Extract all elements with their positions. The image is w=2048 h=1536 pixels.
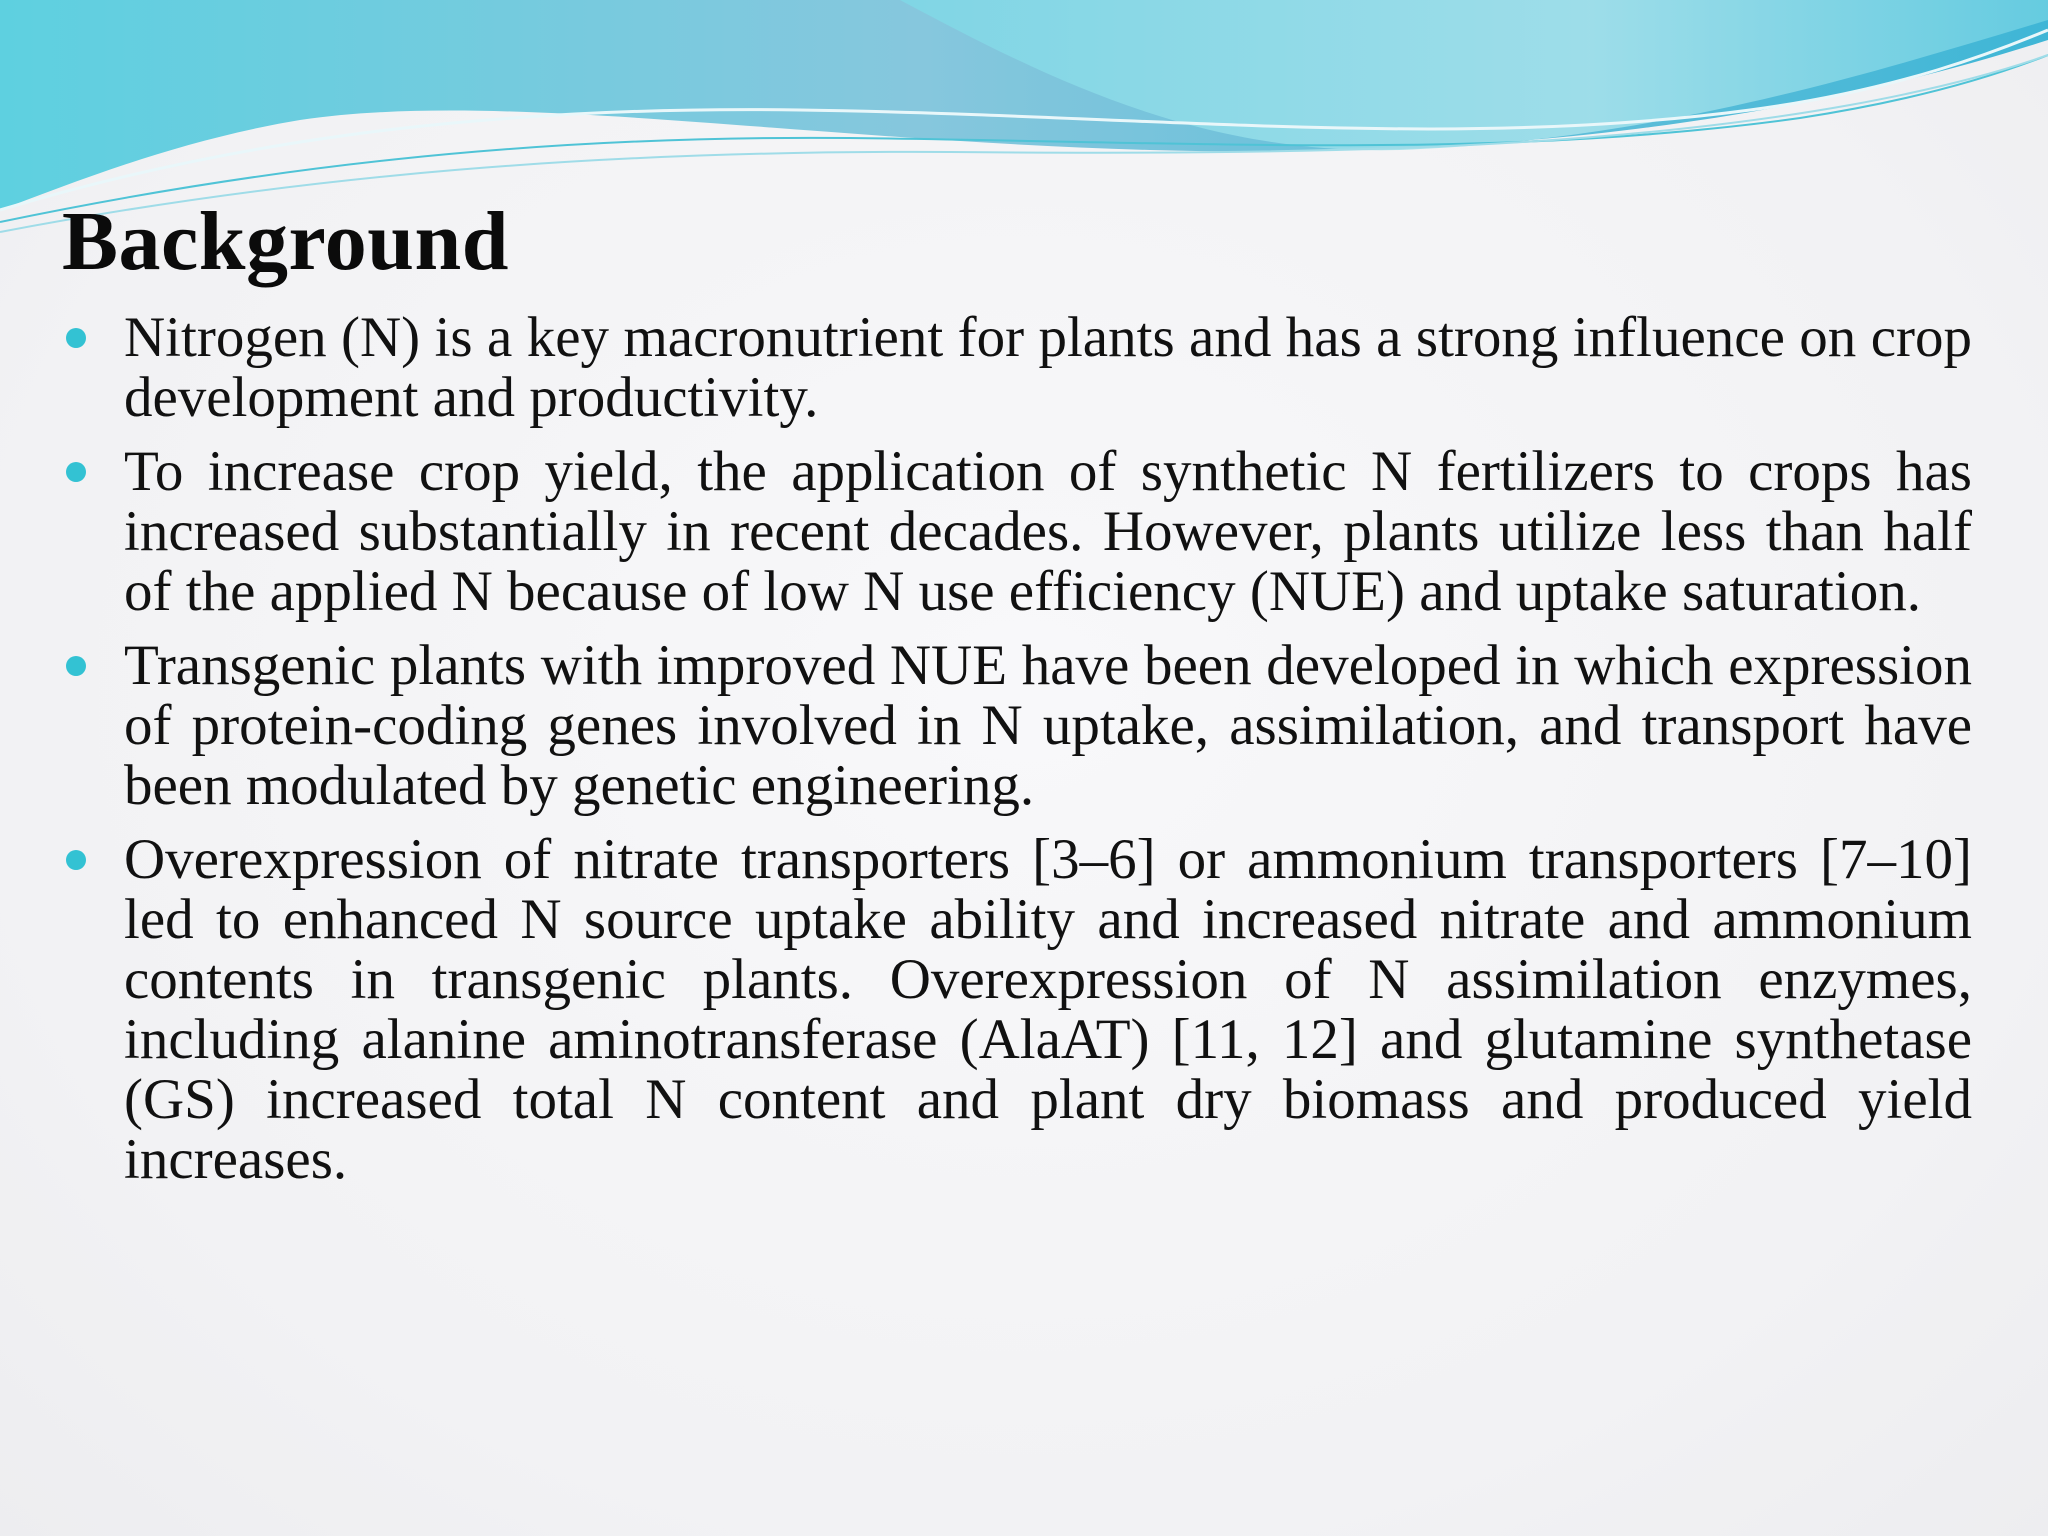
bullet-dot-icon (66, 462, 86, 482)
bullet-dot-icon (66, 850, 86, 870)
bullet-text: Transgenic plants with improved NUE have been developed in which expression of protein-coding genes involved in N uptake, assimilation, and transport have been modulated by genetic engineering. (124, 634, 1972, 817)
bullet-item (62, 308, 1972, 428)
bullet-text: Overexpression of nitrate transporters [3–6] or ammonium transporters [7–10] led to enhanced N source uptake ability and increased nitrate and ammonium contents in transgenic plants. Overexpression of N assimilation enzymes, including alanine aminotransferase (AlaAT) [11, 12] and glutamine synthetase (GS) increased total N content and plant dry biomass and produced yield increases. (124, 828, 1972, 1191)
bullet-item (62, 636, 1972, 816)
slide-title: Background (62, 195, 509, 288)
bullet-item (62, 830, 1972, 1190)
bullet-dot-icon (66, 328, 86, 348)
bullet-item (62, 442, 1972, 622)
bullet-text: Nitrogen (N) is a key macronutrient for plants and has a strong influence on crop development and productivity. (124, 306, 1972, 429)
bullet-text: To increase crop yield, the application of synthetic N fertilizers to crops has increased substantially in recent decades. However, plants utilize less than half of the applied N because of low N use efficiency (NUE) and uptake saturation. (124, 440, 1972, 623)
bullet-list (62, 308, 1972, 1204)
bullet-dot-icon (66, 656, 86, 676)
